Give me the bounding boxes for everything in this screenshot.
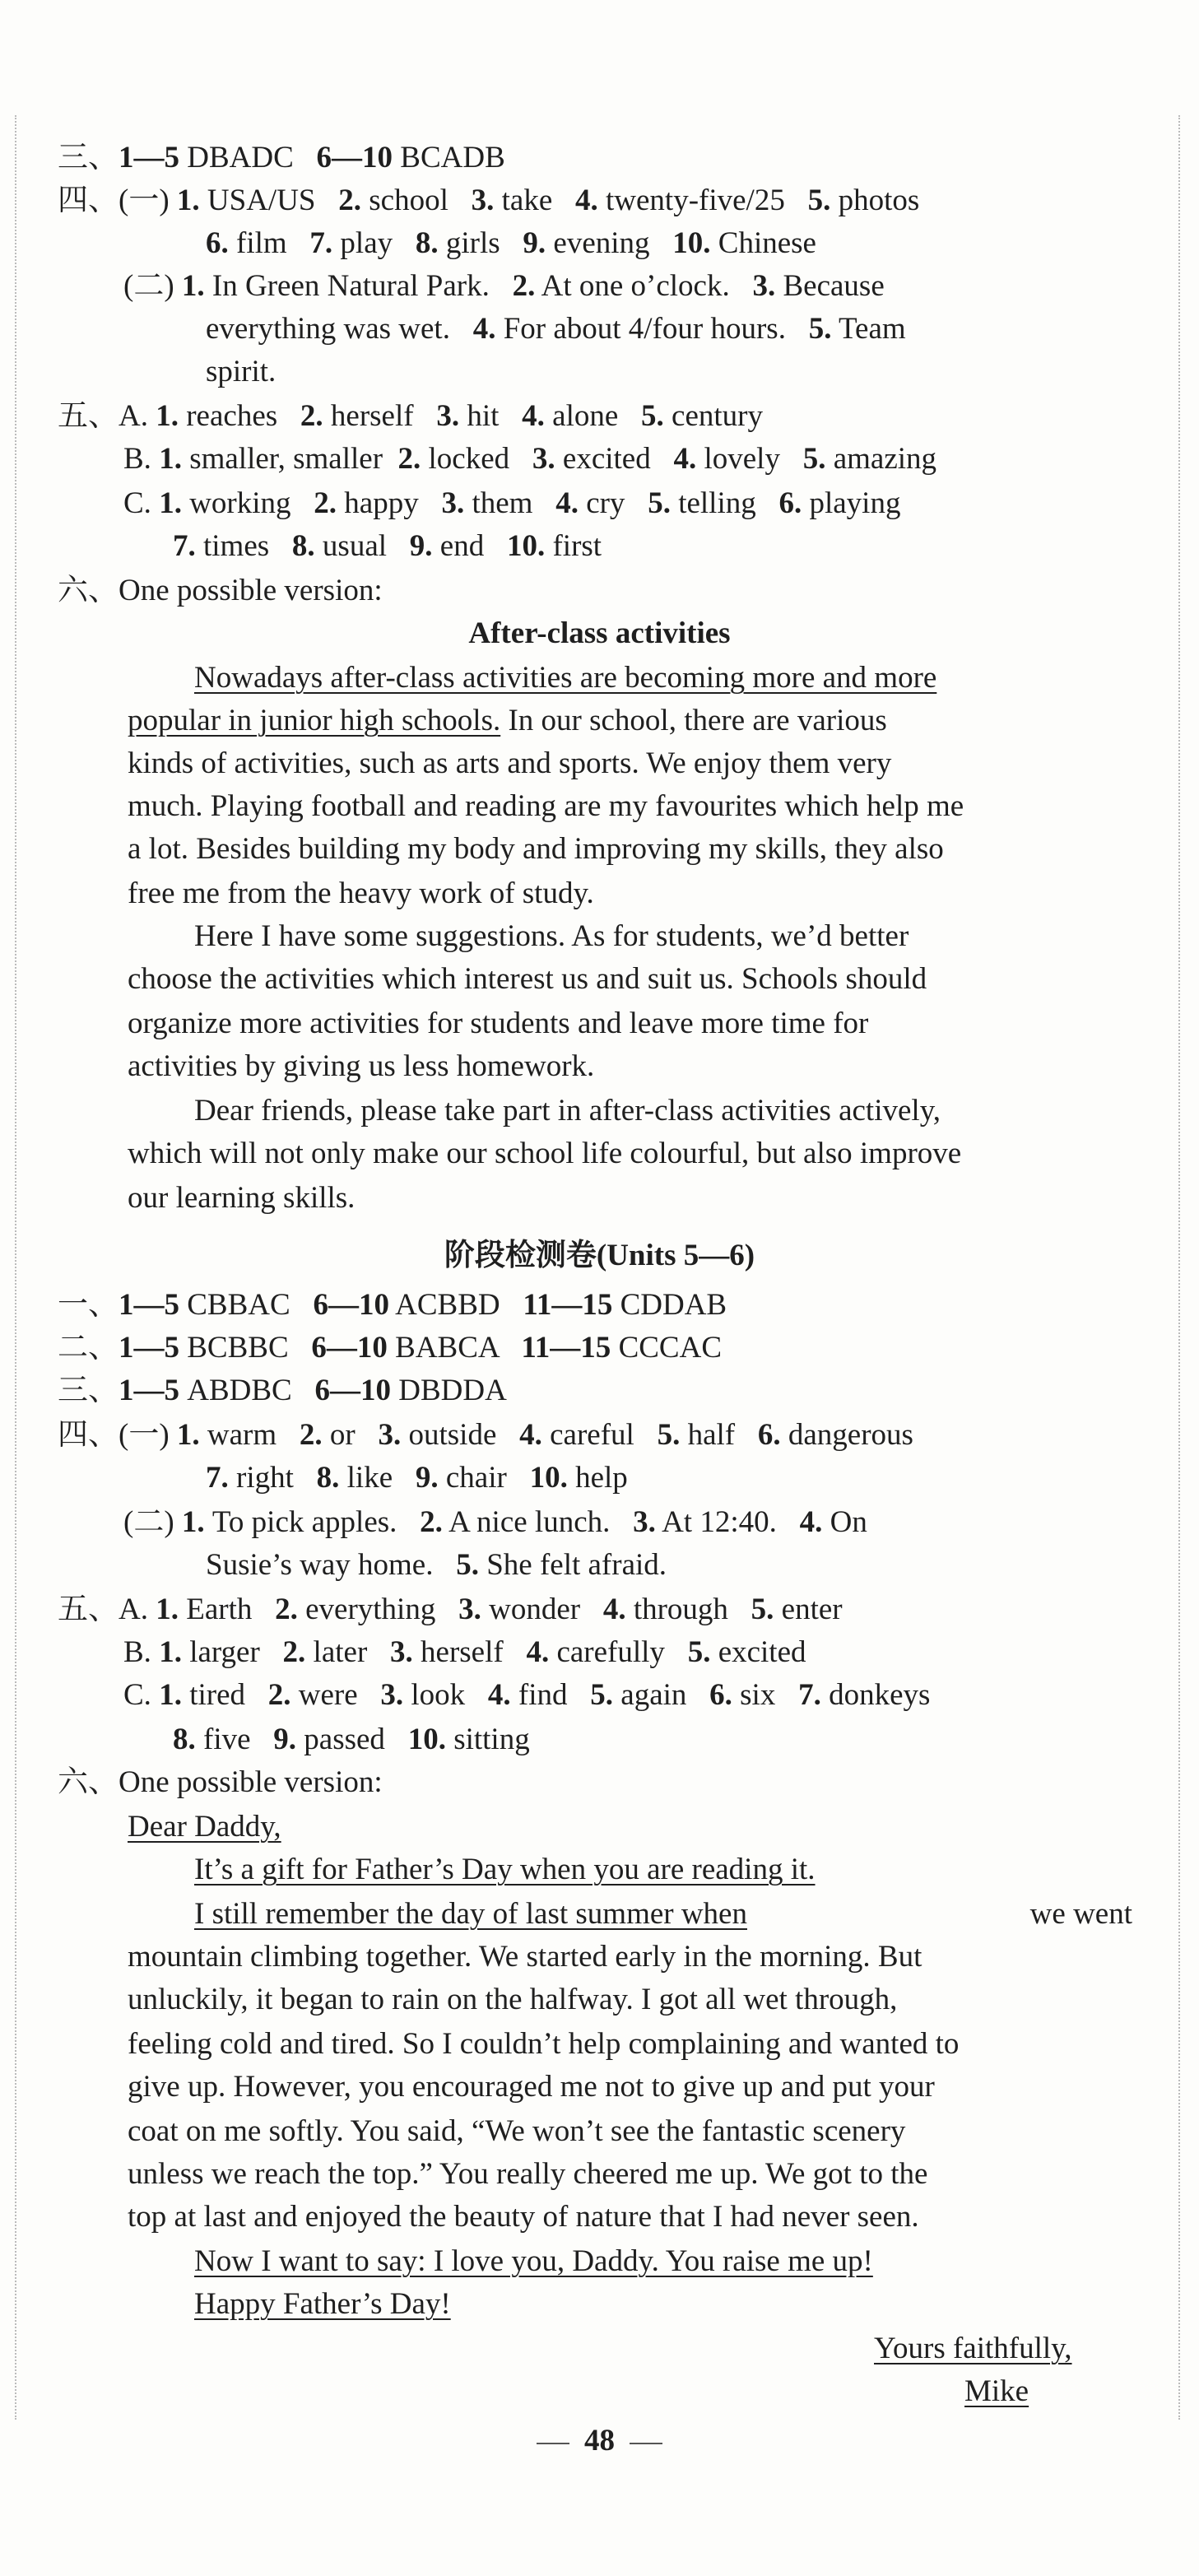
p2-section-5-c-line-2: 8. five 9. passed 10. sitting (173, 1723, 530, 1756)
essay-p3-line-1: Dear friends, please take part in after-class activities actively, (194, 1094, 941, 1128)
essay-p2-line-1: Here I have some suggestions. As for students, we’d better (194, 919, 909, 953)
letter-line-11: Happy Father’s Day! (194, 2287, 451, 2321)
letter-line-1: It’s a gift for Father’s Day when you are reading it. (194, 1853, 816, 1886)
section-4-2-line-3: spirit. (206, 355, 277, 388)
letter-line-2: I still remember the day of last summer when we went (194, 1897, 1132, 1931)
p2-section-6-intro: 六、One possible version: (58, 1765, 383, 1799)
letter-line-5: feeling cold and tired. So I couldn’t help complaining and wanted to (128, 2027, 960, 2061)
section-4-1-line-2: 6. film 7. play 8. girls 9. evening 10. Chinese (206, 226, 816, 260)
essay-p2-line-3: organize more activities for students and leave more time for (128, 1007, 869, 1040)
section-5-b: B. 1. smaller, smaller 2. locked 3. excited 4. lovely 5. amazing (123, 442, 937, 476)
essay-p1-line-3: kinds of activities, such as arts and sports. We enjoy them very (128, 746, 892, 780)
essay-p1-line-4: much. Playing football and reading are my favourites which help me (128, 789, 964, 823)
essay-p1-line-6: free me from the heavy work of study. (128, 876, 594, 910)
p2-section-5-a: 五、A. 1. Earth 2. everything 3. wonder 4. through 5. enter (58, 1593, 843, 1626)
letter-line-8: unless we reach the top.” You really cheered me up. We got to the (128, 2157, 928, 2191)
section-5-c-line-2: 7. times 8. usual 9. end 10. first (173, 529, 602, 563)
essay-title: After-class activities (468, 616, 731, 650)
test-title: 阶段检测卷(Units 5—6) (444, 1239, 755, 1272)
letter-line-4: unluckily, it began to rain on the halfway. I got all wet through, (128, 1983, 898, 2016)
p2-section-2-answers: 二、1—5 BCBBC 6—10 BABCA 11—15 CCCAC (58, 1331, 722, 1365)
essay-p2-line-4: activities by giving us less homework. (128, 1049, 595, 1083)
essay-p3-line-2: which will not only make our school life colourful, but also improve (128, 1137, 962, 1170)
letter-line-3: mountain climbing together. We started early in the morning. But (128, 1940, 922, 1974)
essay-p1-line-5: a lot. Besides building my body and improving my skills, they also (128, 832, 944, 866)
letter-signature: Mike (964, 2374, 1029, 2408)
p2-section-4-1-line-2: 7. right 8. like 9. chair 10. help (206, 1461, 628, 1495)
p2-section-4-2-line-1: (二) 1. To pick apples. 2. A nice lunch. 3. At 12:40. 4. On (123, 1505, 867, 1539)
p2-section-4-1-line-1: 四、(一) 1. warm 2. or 3. outside 4. careful 5. half 6. dangerous (58, 1418, 913, 1452)
section-5-c-line-1: C. 1. working 2. happy 3. them 4. cry 5. telling 6. playing (123, 486, 901, 520)
essay-p3-line-3: our learning skills. (128, 1181, 356, 1215)
essay-p1-line-2: popular in junior high schools. In our school, there are various (128, 704, 887, 737)
essay-p1-line-1: Nowadays after-class activities are becoming more and more (194, 661, 937, 695)
letter-line-7: coat on me softly. You said, “We won’t see the fantastic scenery (128, 2114, 906, 2148)
page-number: 48 (0, 2420, 1199, 2462)
letter-greeting: Dear Daddy, (128, 1810, 281, 1844)
p2-section-3-answers: 三、1—5 ABDBC 6—10 DBDDA (58, 1374, 507, 1407)
p2-section-5-c-line-1: C. 1. tired 2. were 3. look 4. find 5. again 6. six 7. donkeys (123, 1678, 931, 1712)
section-3-answers: 三、1—5 DBADC 6—10 BCADB (58, 141, 505, 174)
essay-p2-line-2: choose the activities which interest us and suit us. Schools should (128, 962, 927, 996)
p2-section-1-answers: 一、1—5 CBBAC 6—10 ACBBD 11—15 CDDAB (58, 1288, 727, 1322)
letter-line-9: top at last and enjoyed the beauty of nature that I had never seen. (128, 2200, 919, 2234)
section-4-2-line-1: (二) 1. In Green Natural Park. 2. At one o’clock. 3. Because (123, 269, 885, 303)
section-6-intro: 六、One possible version: (58, 574, 383, 607)
section-4-1-line-1: 四、(一) 1. USA/US 2. school 3. take 4. twenty-five/25 5. photos (58, 184, 920, 217)
p2-section-4-2-line-2: Susie’s way home. 5. She felt afraid. (206, 1548, 667, 1582)
section-5-a: 五、A. 1. reaches 2. herself 3. hit 4. alone 5. century (58, 399, 763, 433)
p2-section-5-b: B. 1. larger 2. later 3. herself 4. carefully 5. excited (123, 1635, 806, 1669)
section-4-2-line-2: everything was wet. 4. For about 4/four hours. 5. Team (206, 312, 906, 346)
letter-line-6: give up. However, you encouraged me not to give up and put your (128, 2070, 935, 2104)
letter-line-10: Now I want to say: I love you, Daddy. You raise me up! (194, 2244, 873, 2278)
letter-closing: Yours faithfully, (874, 2332, 1072, 2365)
